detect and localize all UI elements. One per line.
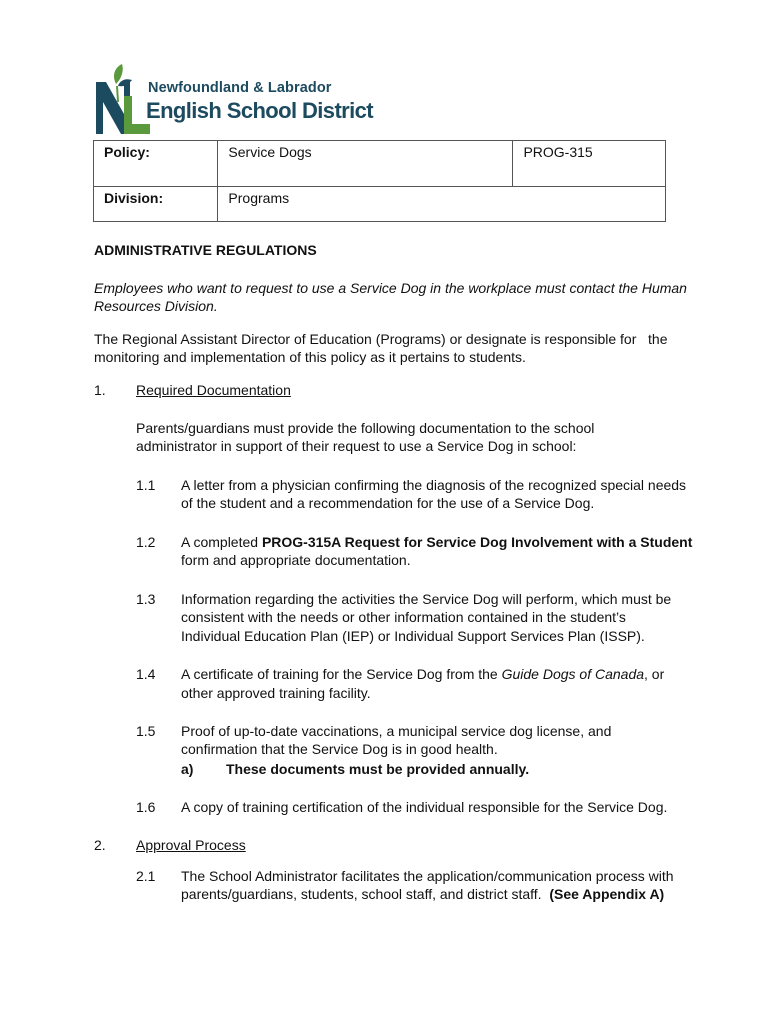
- item-1-5-number: 1.5: [136, 723, 156, 739]
- policy-value: Service Dogs: [218, 141, 513, 187]
- item-1-3-line-2: consistent with the needs or other information contained in the student’s: [181, 609, 626, 625]
- section-1-number: 1.: [94, 382, 106, 398]
- form-reference: PROG-315A Request for Service Dog Involvement with a Student: [261, 534, 693, 550]
- policy-code: PROG-315: [513, 141, 666, 187]
- logo-line-2: English School District: [146, 98, 374, 123]
- division-value: Programs: [218, 187, 666, 222]
- item-1-4-number: 1.4: [136, 666, 156, 682]
- item-1-1-number: 1.1: [136, 477, 156, 493]
- district-logo: [94, 62, 394, 136]
- item-1-2-line-2: form and appropriate documentation.: [181, 552, 411, 568]
- policy-header-table: [93, 140, 666, 222]
- item-1-3-line-3: Individual Education Plan (IEP) or Individual Support Services Plan (ISSP).: [181, 628, 645, 644]
- section-1-intro-1: Parents/guardians must provide the following documentation to the school: [136, 420, 595, 436]
- responsibility-line-1: The Regional Assistant Director of Education (Programs) or designate is responsible for the: [94, 331, 668, 347]
- policy-row: [94, 141, 666, 187]
- section-1-title: Required Documentation: [136, 382, 291, 398]
- item-1-4-line-1: [181, 665, 664, 684]
- item-2-1-text: parents/guardians, students, school staff, and district staff.: [181, 886, 550, 902]
- item-1-3-number: 1.3: [136, 591, 156, 607]
- item-1-1-line-1: A letter from a physician confirming the diagnosis of the recognized special needs: [181, 477, 687, 493]
- item-1-4-text-a: A certificate of training for the Service Dog from the: [181, 666, 502, 682]
- item-1-3-line-1: Information regarding the activities the Service Dog will perform, which must be: [181, 591, 672, 607]
- item-1-2-line-1: [181, 533, 692, 552]
- item-1-5-sub-label: a): [181, 761, 194, 777]
- item-1-2-number: 1.2: [136, 534, 156, 550]
- item-1-4-text-c: , or: [644, 666, 665, 682]
- logo-line-1: Newfoundland & Labrador: [148, 80, 332, 96]
- item-2-1-line-1: The School Administrator facilitates the application/communication process with: [181, 868, 674, 884]
- item-1-6-line-1: A copy of training certification of the individual responsible for the Service Dog.: [181, 799, 668, 815]
- intro-line-2: Resources Division.: [94, 298, 218, 314]
- item-2-1-number: 2.1: [136, 868, 156, 884]
- appendix-reference: (See Appendix A): [549, 886, 665, 902]
- nl-monogram-icon: [94, 62, 154, 136]
- item-1-2-text: A completed: [181, 534, 262, 550]
- section-2-number: 2.: [94, 837, 106, 853]
- guide-dogs-name: Guide Dogs of Canada: [501, 666, 645, 682]
- division-row: [94, 187, 666, 222]
- item-2-1-line-2: [181, 885, 664, 904]
- section-2-title: Approval Process: [136, 837, 246, 853]
- item-1-5-sub-text: These documents must be provided annually.: [226, 761, 530, 777]
- section-heading: ADMINISTRATIVE REGULATIONS: [94, 242, 317, 258]
- intro-line-1: Employees who want to request to use a Service Dog in the workplace must contact the Human: [94, 280, 687, 296]
- section-1-intro-2: administrator in support of their request to use a Service Dog in school:: [136, 438, 577, 454]
- policy-label: Policy:: [94, 141, 218, 187]
- item-1-4-line-2: other approved training facility.: [181, 685, 371, 701]
- item-1-5-line-1: Proof of up-to-date vaccinations, a municipal service dog license, and: [181, 723, 612, 739]
- division-label: Division:: [94, 187, 218, 222]
- responsibility-line-2: monitoring and implementation of this policy as it pertains to students.: [94, 349, 526, 365]
- item-1-6-number: 1.6: [136, 799, 156, 815]
- item-1-5-line-2: confirmation that the Service Dog is in good health.: [181, 741, 498, 757]
- item-1-1-line-2: of the student and a recommendation for the use of a Service Dog.: [181, 495, 595, 511]
